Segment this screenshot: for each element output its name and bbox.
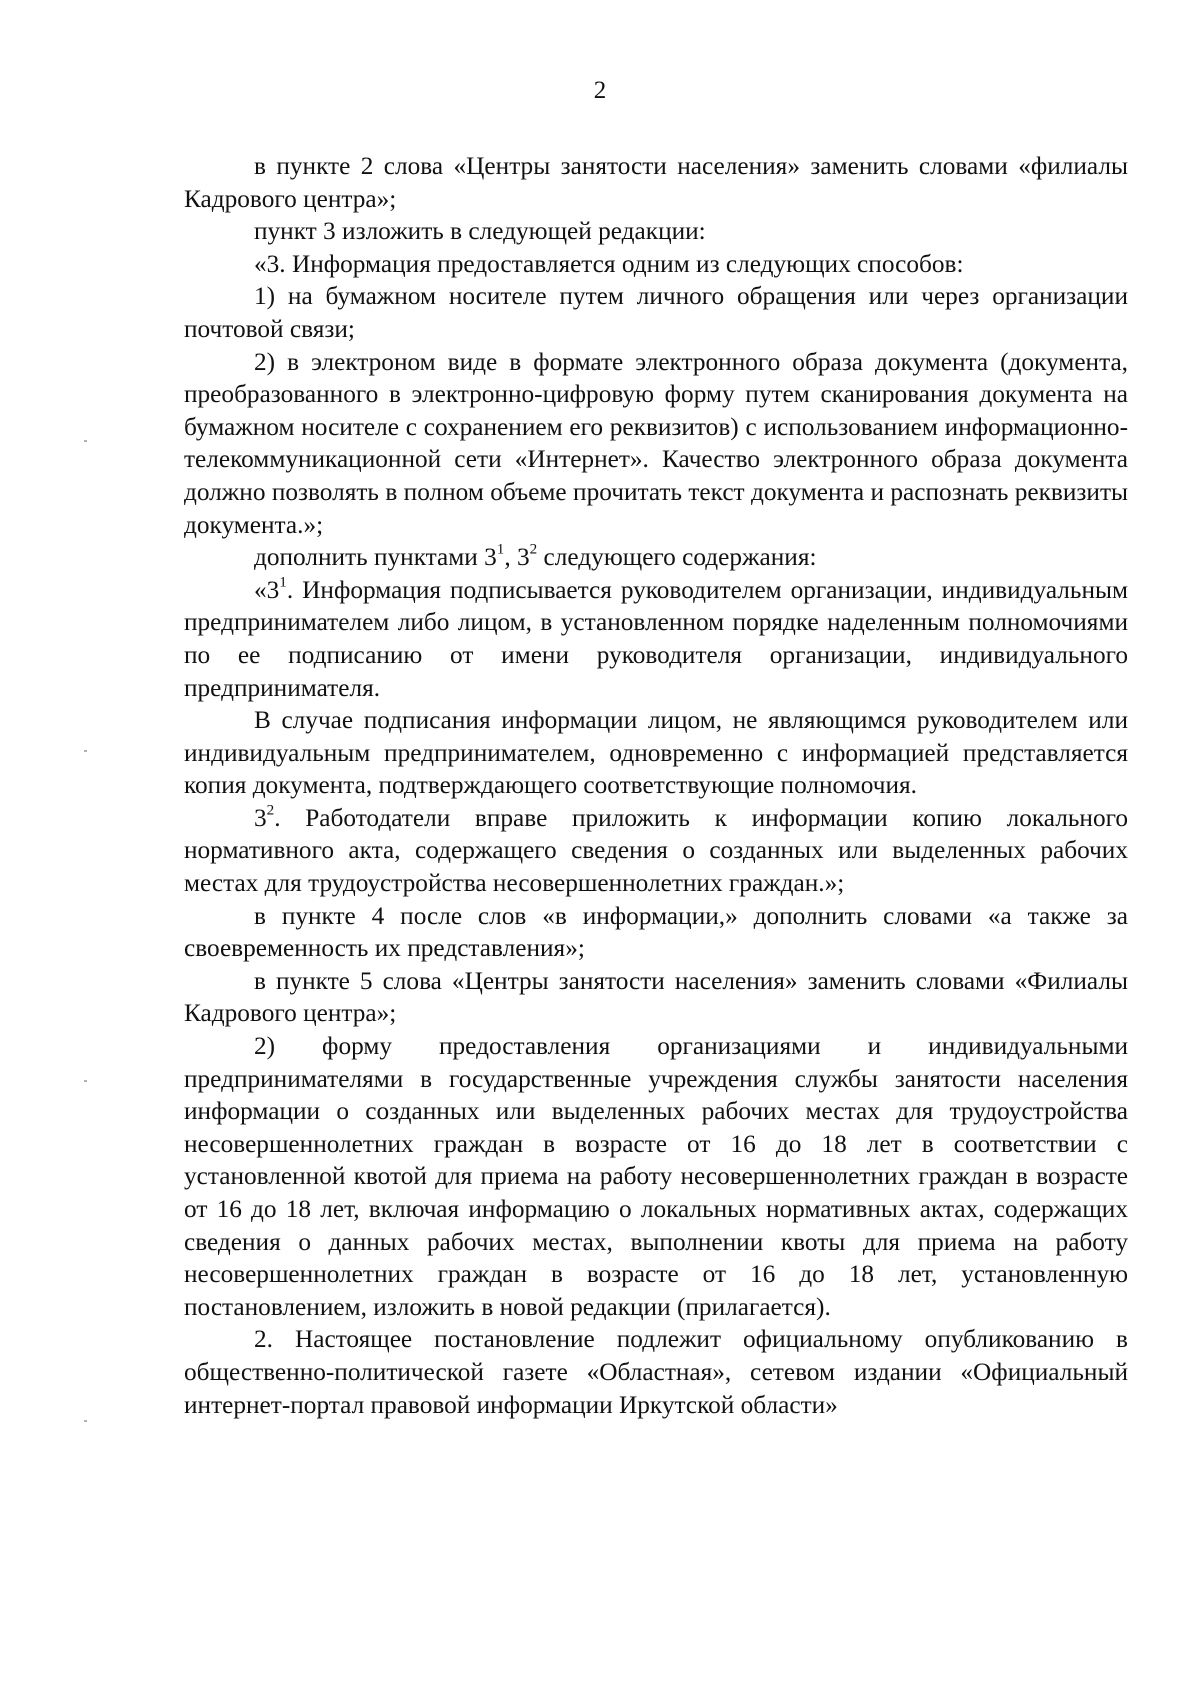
paragraph: в пункте 4 после слов «в информации,» дополнить словами «а также за своевременность их представления»;	[184, 901, 1128, 963]
paragraph: В случае подписания информации лицом, не являющимся руководителем или индивидуальным предпринимателем, одновременно с информацией представляется копия документа, подтверждающего соответствующие полномочия.	[184, 706, 1128, 800]
paragraph	[184, 802, 1128, 900]
superscript: 1	[279, 573, 287, 591]
paragraph-text: «3	[254, 575, 280, 604]
paragraph: в пункте 2 слова «Центры занятости населения» заменить словами «филиалы Кадрового центра»;	[184, 152, 1128, 213]
superscript: 2	[266, 801, 275, 819]
paragraph: 2. Настоящее постановление подлежит официальному опубликованию в общественно-политической газете «Областная», сетевом издании «Официальный интернет-портал правовой информации Иркутской области»	[184, 1325, 1128, 1419]
paragraph: 1) на бумажном носителе путем личного обращения или через организации почтовой связи;	[184, 282, 1128, 343]
paragraph: в пункте 5 слова «Центры занятости населения» заменить словами «Филиалы Кадрового центра»;	[184, 966, 1128, 1028]
superscript: 2	[529, 540, 538, 558]
paragraph-text: . Информация подписывается руководителем организации, индивидуальным предпринимателем либо лицом, в установленном порядке наделенным полномочиями по ее подписанию от имени руководителя организации, индивидуального предпринимателя.	[184, 575, 1128, 702]
paragraph-text: . Работодатели вправе приложить к информации копию локального нормативного акта, содержащего сведения о созданных или выделенных рабочих местах для трудоустройства несовершеннолетних граждан.»;	[184, 803, 1128, 898]
paragraph: 2) форму предоставления организациями и индивидуальными предпринимателями в государственные учреждения службы занятости населения информации о созданных или выделенных рабочих местах для трудоустройства несовершеннолетних граждан в возрасте от 16 до 18 лет в соответствии с установленной квотой для приема на работу несовершеннолетних граждан в возрасте от 16 до 18 лет, включая информацию о локальных нормативных актах, содержащих сведения о данных рабочих местах, выполнении квоты для приема на работу несовершеннолетних граждан в возрасте от 16 до 18 лет, установленную постановлением, изложить в новой редакции (прилагается).	[184, 1032, 1128, 1321]
page-number: 2	[593, 77, 607, 104]
paragraph-text: , 3	[504, 543, 530, 572]
document-body	[184, 150, 1128, 1421]
paragraph: «3. Информация предоставляется одним из следующих способов:	[254, 249, 964, 278]
superscript: 1	[496, 540, 505, 558]
paragraph-text: следующего содержания:	[537, 543, 817, 572]
scan-edge-marks	[84, 440, 90, 1540]
paragraph	[184, 541, 1128, 574]
paragraph: пункт 3 изложить в следующей редакции:	[254, 217, 706, 246]
paragraph-text: дополнить пунктами 3	[254, 543, 497, 572]
paragraph-text: 3	[254, 803, 267, 832]
paragraph	[184, 574, 1128, 704]
paragraph: 2) в электроном виде в формате электронного образа документа (документа, преобразованного в электронно-цифровую форму путем сканирования документа на бумажном носителе с сохранением его реквизитов) с использованием информационно-телекоммуникационной сети «Интернет». Качество электронного образа документа должно позволять в полном объеме прочитать текст документа и распознать реквизиты документа.»;	[184, 347, 1128, 539]
